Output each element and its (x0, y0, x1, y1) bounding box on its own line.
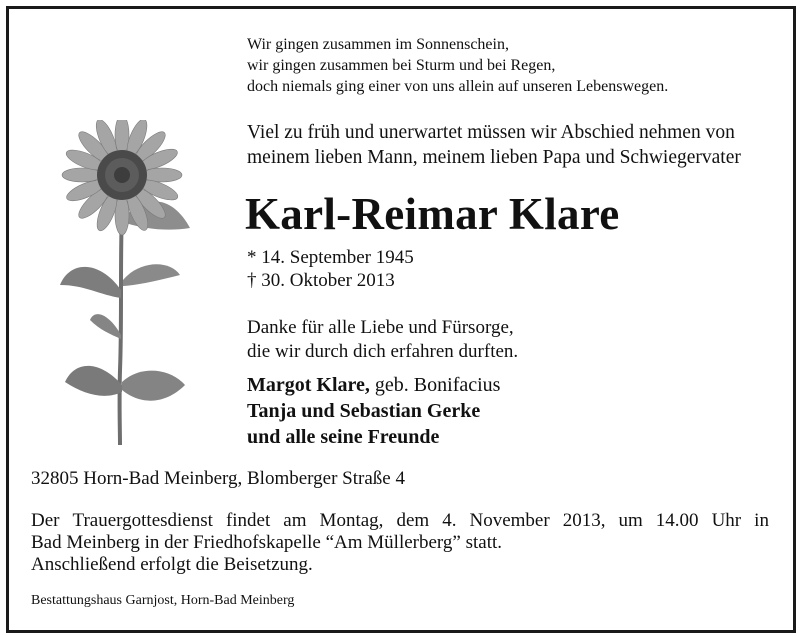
service-line-2: Bad Meinberg in der Friedhofskapelle “Am Müllerberg” statt. (31, 532, 503, 553)
service-word: Der (31, 510, 60, 531)
life-dates (247, 246, 414, 292)
poem (247, 34, 668, 97)
mourners (247, 372, 500, 450)
poem-line: wir gingen zusammen bei Sturm und bei Regen, (247, 57, 556, 74)
service-word: am (283, 510, 307, 531)
service-word: dem (396, 510, 430, 531)
service-word: in (754, 510, 769, 531)
undertaker: Bestattungshaus Garnjost, Horn-Bad Meinberg (31, 593, 295, 608)
intro-text (247, 120, 741, 170)
service-word: 2013, (562, 510, 606, 531)
service-word: 4. (442, 510, 457, 531)
mourner-line (247, 398, 500, 424)
mourner-wife-maiden: geb. Bonifacius (369, 374, 501, 396)
address: 32805 Horn-Bad Meinberg, Blomberger Straße 4 (31, 468, 405, 489)
poem-line: doch niemals ging einer von uns allein auf unseren Lebenswegen. (247, 78, 669, 95)
service-word: Trauergottesdienst (72, 510, 213, 531)
service-line-3: Anschließend erfolgt die Beisetzung. (31, 554, 313, 575)
service-word: um (618, 510, 643, 531)
service-word: Uhr (711, 510, 742, 531)
mourner-line (247, 424, 500, 450)
service-word: November (469, 510, 550, 531)
service-word: findet (225, 510, 271, 531)
service-info (31, 510, 769, 576)
service-word: 14.00 (655, 510, 699, 531)
mourner-friends: und alle seine Freunde (247, 426, 440, 448)
service-word: Montag, (319, 510, 384, 531)
poem-line: Wir gingen zusammen im Sonnenschein, (247, 36, 509, 53)
thanks-line: Danke für alle Liebe und Fürsorge, (247, 317, 514, 338)
death-date: † 30. Oktober 2013 (247, 270, 395, 291)
birth-date: * 14. September 1945 (247, 247, 414, 268)
mourner-line (247, 372, 500, 398)
service-line-1 (31, 510, 769, 532)
deceased-name: Karl-Reimar Klare (245, 189, 620, 239)
mourner-wife-name: Margot Klare, (247, 374, 370, 396)
intro-line: Viel zu früh und unerwartet müssen wir Abschied nehmen von (247, 122, 735, 143)
intro-line: meinem lieben Mann, meinem lieben Papa und Schwiegervater (247, 147, 741, 168)
thanks-text (247, 316, 518, 364)
sunflower-icon (40, 120, 240, 450)
mourner-children: Tanja und Sebastian Gerke (247, 400, 481, 422)
thanks-line: die wir durch dich erfahren durften. (247, 341, 519, 362)
